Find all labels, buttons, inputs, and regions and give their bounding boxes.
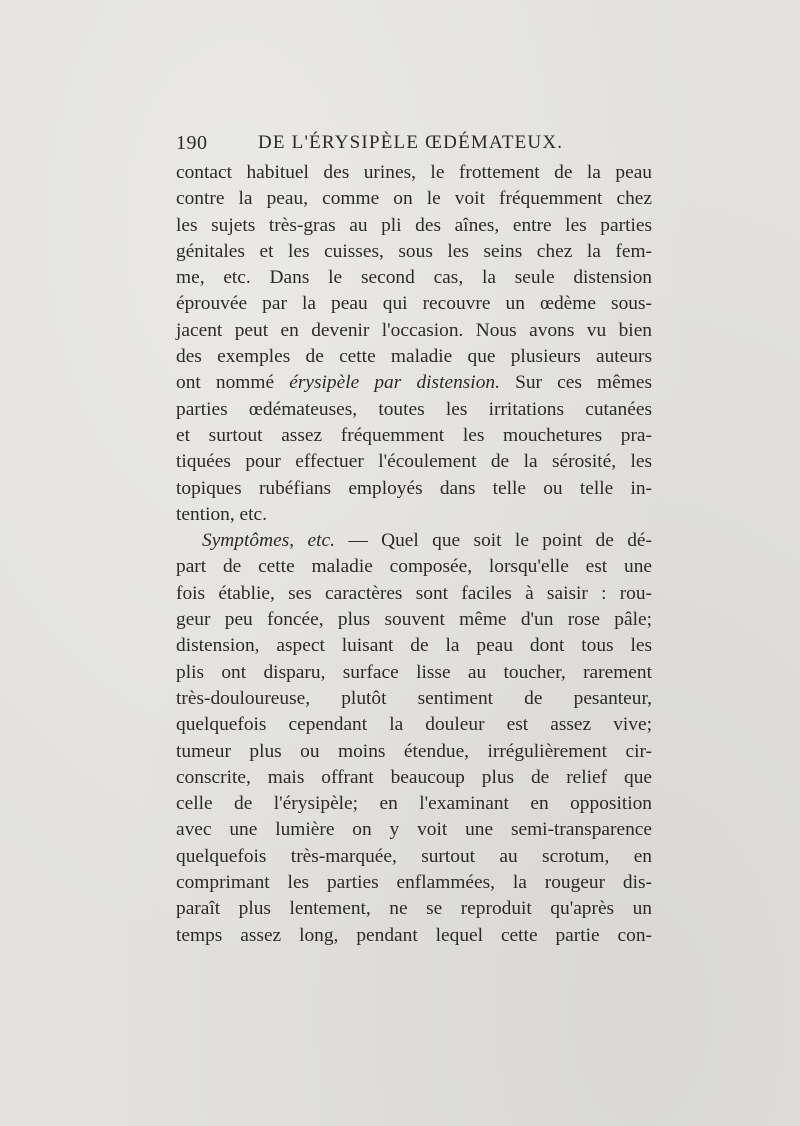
body-text (176, 160, 652, 949)
text-segment: — Quel que soit le point de dé- (334, 530, 652, 552)
text-segment: , (289, 530, 308, 552)
text-line-with-italic (176, 370, 652, 396)
text-line: part de cette maladie composée, lorsqu'elle est une (176, 556, 652, 578)
text-line: temps assez long, pendant lequel cette partie con- (176, 924, 652, 946)
text-line: distension, aspect luisant de la peau dont tous les (176, 635, 652, 657)
text-line: très-douloureuse, plutôt sentiment de pesanteur, (176, 687, 652, 709)
italic-term: érysipèle par distension. (289, 372, 500, 394)
text-line: des exemples de cette maladie que plusieurs auteurs (176, 346, 652, 368)
text-line: contre la peau, comme on le voit fréquemment chez (176, 188, 652, 210)
page-header (176, 128, 652, 158)
text-line: fois établie, ses caractères sont faciles à saisir : rou- (176, 582, 652, 604)
page-number: 190 (176, 132, 208, 154)
text-line: tumeur plus ou moins étendue, irrégulièrement cir- (176, 740, 652, 762)
text-line: avec une lumière on y voit une semi-transparence (176, 819, 652, 841)
section-heading-suffix: etc. (307, 530, 335, 552)
paragraph-symptoms (176, 528, 652, 949)
text-line: plis ont disparu, surface lisse au toucher, rarement (176, 661, 652, 683)
text-line: contact habituel des urines, le frottement de la peau (176, 162, 652, 183)
text-line: tention, etc. (176, 503, 267, 525)
text-segment: Sur ces mêmes (499, 372, 652, 394)
text-line: geur peu foncée, plus souvent même d'un rose pâle; (176, 609, 652, 631)
section-heading: Symptômes (202, 530, 290, 552)
text-line: quelquefois cependant la douleur est assez vive; (176, 714, 652, 736)
text-line: tiquées pour effectuer l'écoulement de la sérosité, les (176, 451, 652, 473)
text-line: parties œdémateuses, toutes les irritations cutanées (176, 398, 652, 420)
text-line: topiques rubéfians employés dans telle ou telle in- (176, 477, 652, 499)
text-line: celle de l'érysipèle; en l'examinant en opposition (176, 793, 652, 815)
text-segment: ont nommé (176, 372, 290, 394)
section-heading-line (176, 528, 652, 554)
text-line: comprimant les parties enflammées, la rougeur dis- (176, 872, 652, 894)
text-line: et surtout assez fréquemment les mouchetures pra- (176, 424, 652, 446)
text-line: les sujets très-gras au pli des aînes, entre les parties (176, 214, 652, 236)
text-line: conscrite, mais offrant beaucoup plus de relief que (176, 766, 652, 788)
paragraph-causes (176, 160, 652, 528)
text-line: me, etc. Dans le second cas, la seule distension (176, 267, 652, 289)
text-line: jacent peut en devenir l'occasion. Nous avons vu bien (176, 319, 652, 341)
text-line: paraît plus lentement, ne se reproduit qu'après un (176, 898, 652, 920)
text-line: quelquefois très-marquée, surtout au scrotum, en (176, 845, 652, 867)
text-line: génitales et les cuisses, sous les seins chez la fem- (176, 240, 652, 262)
text-line: éprouvée par la peau qui recouvre un œdème sous- (176, 293, 652, 315)
running-title: DE L'ÉRYSIPÈLE ŒDÉMATEUX. (258, 132, 564, 153)
